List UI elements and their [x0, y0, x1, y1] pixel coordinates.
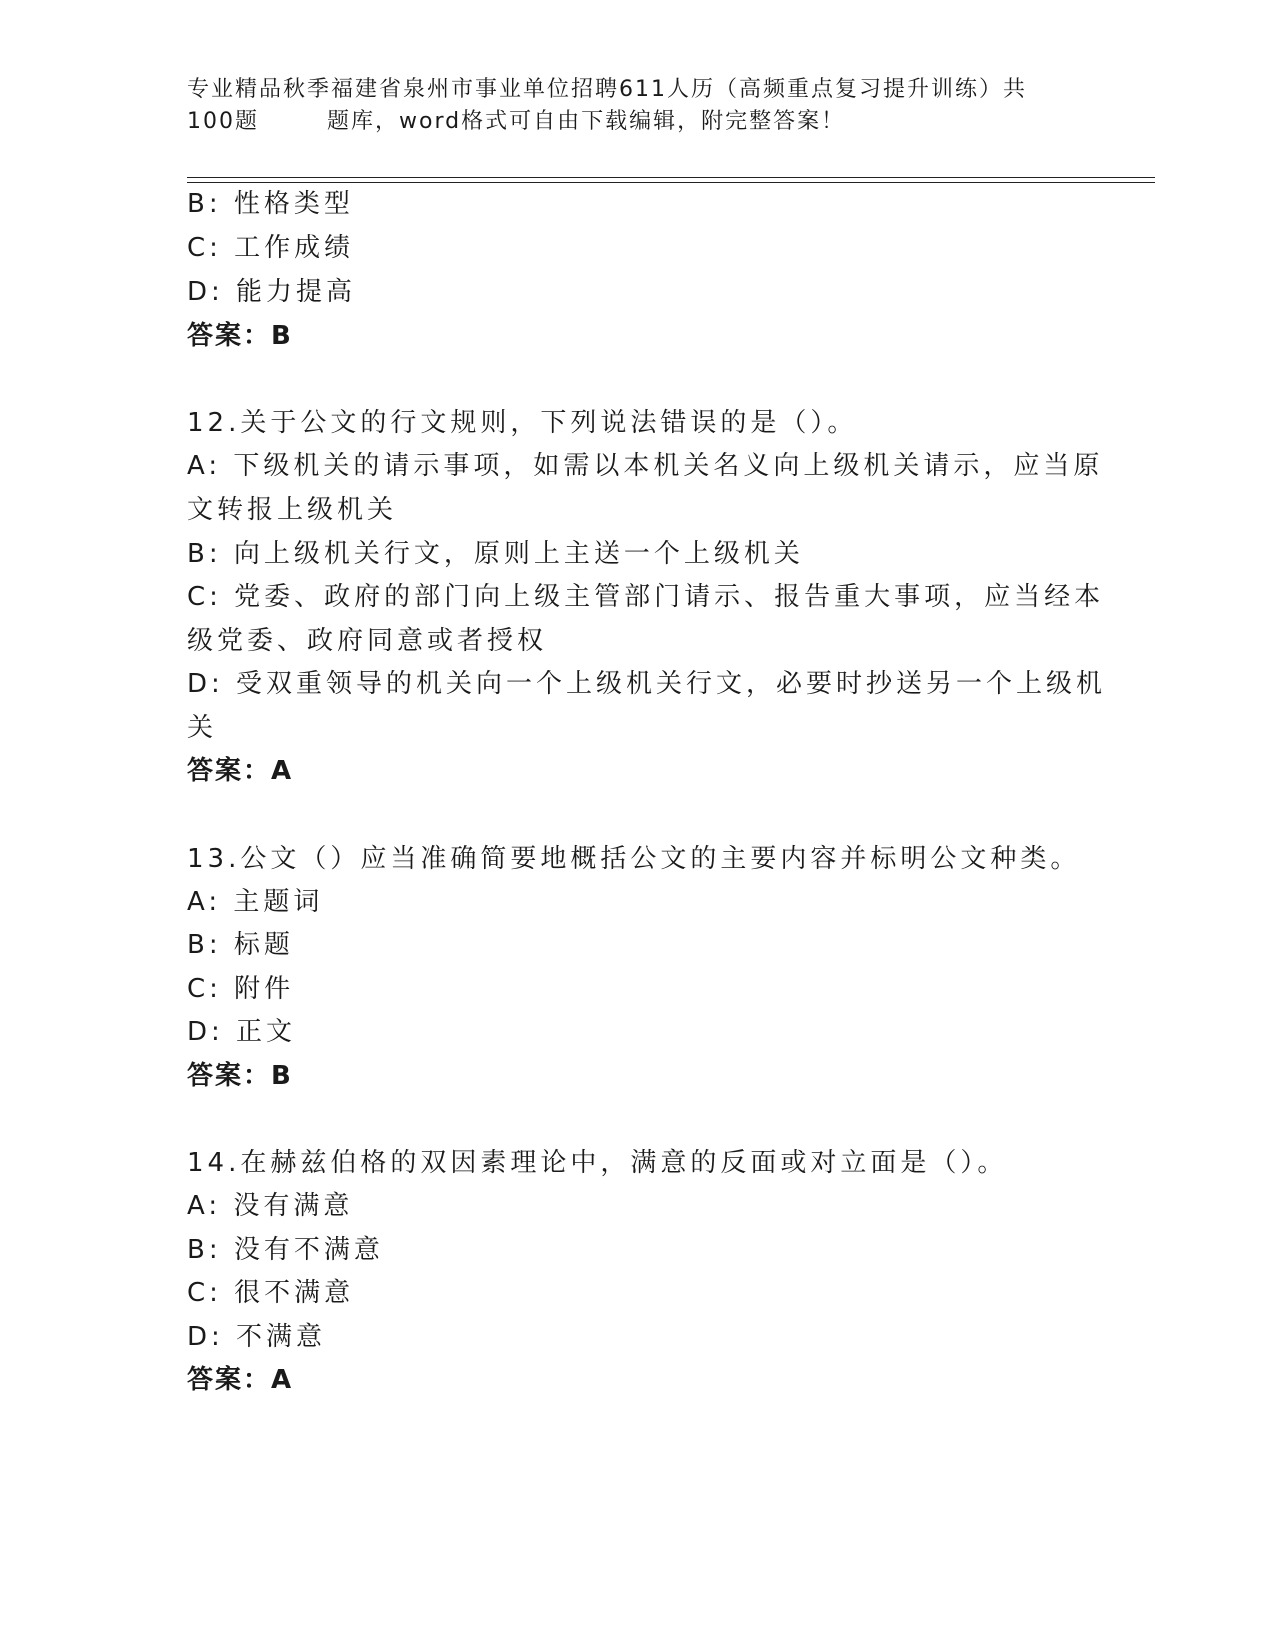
q14-option-b: B: 没有不满意: [187, 1235, 384, 1265]
q13-option-b: B: 标题: [187, 930, 294, 960]
prev-option-c: C: 工作成绩: [187, 233, 355, 263]
q12-option-c-line1: C: 党委、政府的部门向上级主管部门请示、报告重大事项，应当经本: [187, 582, 1105, 612]
prev-option-d: D: 能力提高: [187, 277, 357, 307]
q12-option-d-line1: D: 受双重领导的机关向一个上级机关行文，必要时抄送另一个上级机: [187, 669, 1107, 699]
q13-answer: 答案：B: [187, 1061, 293, 1091]
q13-option-a: A: 主题词: [187, 887, 324, 917]
q14-answer: 答案：A: [187, 1365, 294, 1395]
q12-stem: 12.关于公文的行文规则，下列说法错误的是（）。: [187, 408, 858, 438]
header-count: 100题: [187, 109, 259, 134]
prev-option-b: B: 性格类型: [187, 189, 354, 219]
q12-answer: 答案：A: [187, 756, 294, 786]
document-header: [187, 74, 1087, 138]
q13-stem: 13.公文（）应当准确简要地概括公文的主要内容并标明公文种类。: [187, 844, 1081, 874]
header-line-1: 专业精品秋季福建省泉州市事业单位招聘611人历（高频重点复习提升训练）共: [187, 77, 1027, 102]
q14-stem: 14.在赫兹伯格的双因素理论中，满意的反面或对立面是（）。: [187, 1148, 1008, 1178]
q12-option-a-line2: 文转报上级机关: [187, 495, 398, 525]
q14-option-a: A: 没有满意: [187, 1191, 354, 1221]
q12-option-b: B: 向上级机关行文，原则上主送一个上级机关: [187, 539, 804, 569]
header-rule-top: [187, 177, 1155, 178]
header-description: 题库，word格式可自由下载编辑，附完整答案！: [327, 109, 846, 134]
q13-option-d: D: 正文: [187, 1017, 297, 1047]
header-line-2: [187, 106, 1087, 138]
q12-option-d-line2: 关: [187, 713, 218, 743]
q14-option-c: C: 很不满意: [187, 1278, 355, 1308]
q12-option-a-line1: A: 下级机关的请示事项，如需以本机关名义向上级机关请示，应当原: [187, 451, 1104, 481]
prev-answer: 答案：B: [187, 321, 293, 351]
q12-option-c-line2: 级党委、政府同意或者授权: [187, 626, 548, 656]
q13-option-c: C: 附件: [187, 974, 295, 1004]
q14-option-d: D: 不满意: [187, 1322, 327, 1352]
